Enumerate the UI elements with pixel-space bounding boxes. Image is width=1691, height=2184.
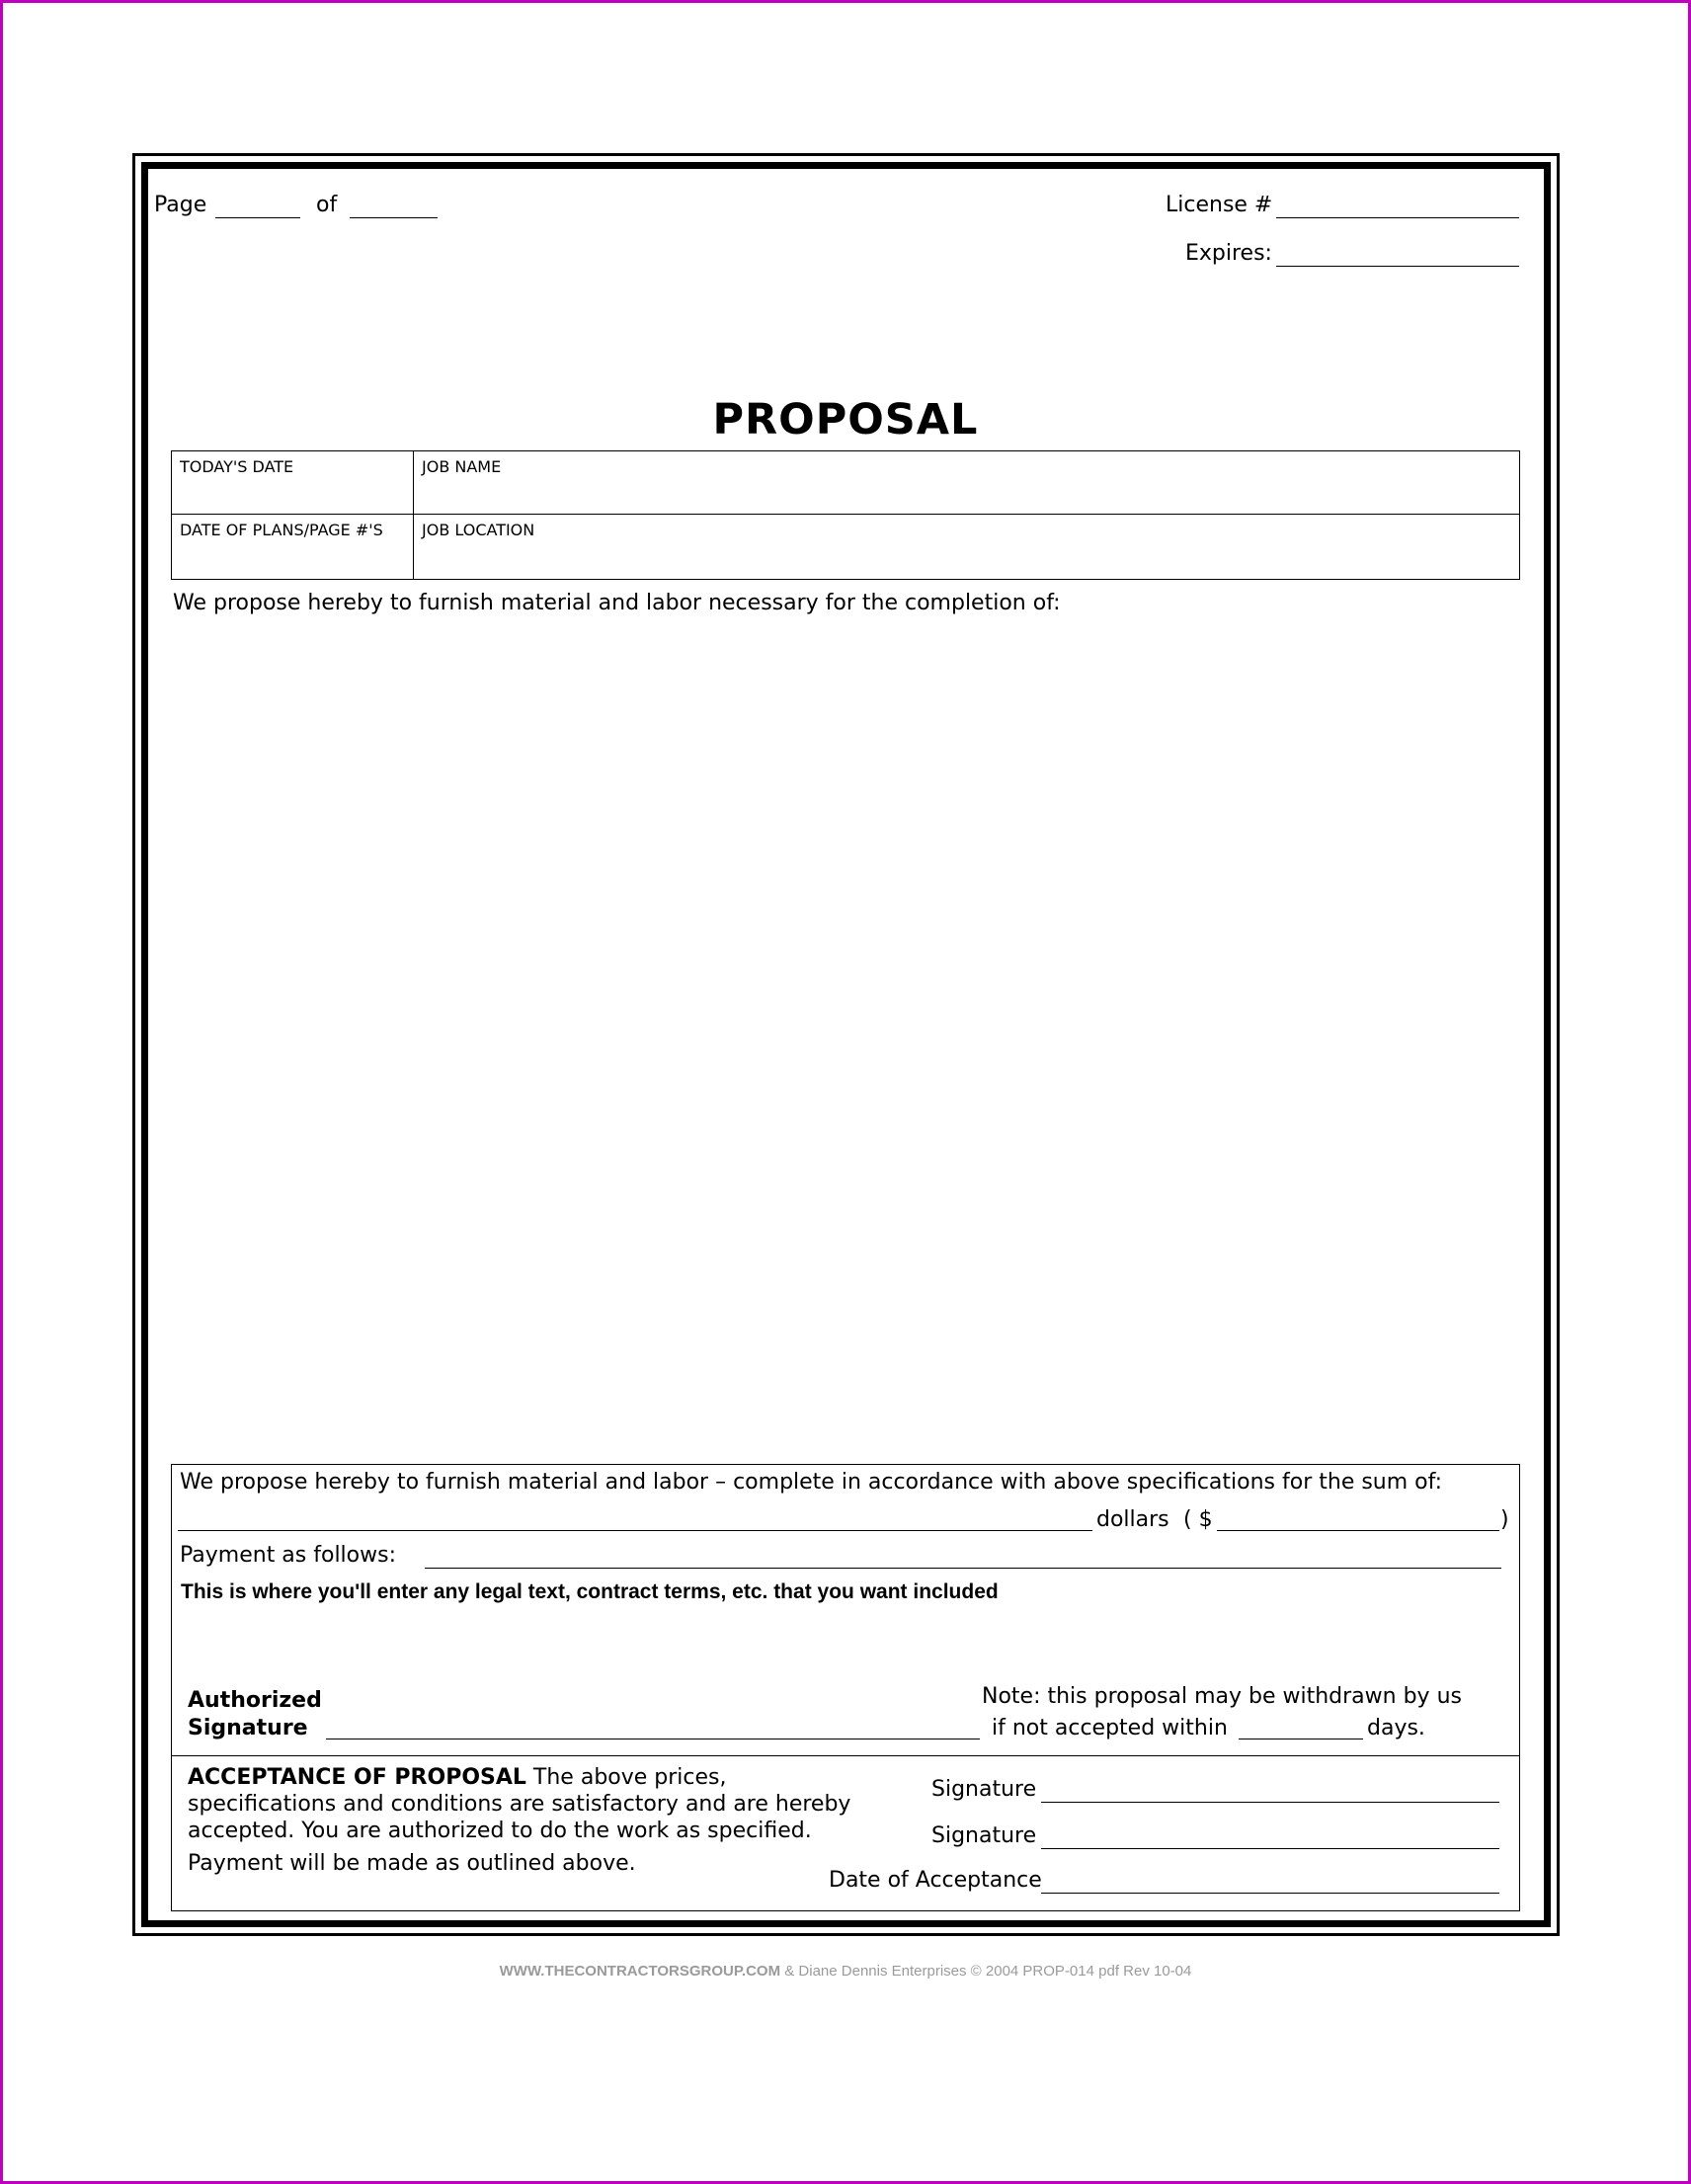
footer-copyright: & Diane Dennis Enterprises © 2004 PROP-014 pdf Rev 10-04 [784,1963,1192,1980]
work-description-area[interactable] [173,632,1518,1447]
acceptance-heading: ACCEPTANCE OF PROPOSAL [188,1765,526,1790]
job-info-table [171,450,1520,580]
dollars-amount-field[interactable] [1217,1530,1499,1531]
acceptance-line4: Payment will be made as outlined above. [188,1851,636,1876]
license-label: License # [1166,193,1273,217]
legal-text: This is where you'll enter any legal text, contract terms, etc. that you want included [181,1580,999,1603]
intro-text: We propose hereby to furnish material and labor necessary for the completion of: [173,591,1061,615]
expires-label: Expires: [1185,241,1272,266]
dollars-words-field[interactable] [178,1530,1092,1531]
note-line2-post: days. [1367,1716,1425,1740]
date-of-acceptance-field[interactable] [1041,1893,1499,1894]
todays-date-label: TODAY'S DATE [180,457,294,476]
page-number-field[interactable] [215,217,300,218]
signature1-field[interactable] [1041,1802,1499,1803]
page-title: PROPOSAL [712,395,979,445]
job-name-label: JOB NAME [422,457,502,476]
dollar-sign-label: ( $ [1183,1507,1213,1532]
page-total-field[interactable] [350,217,438,218]
job-location-label: JOB LOCATION [422,521,535,539]
license-field[interactable] [1276,217,1519,218]
acceptance-line2: specifications and conditions are satisfactory and are hereby [188,1792,851,1817]
acceptance-line3: accepted. You are authorized to do the work as specified. [188,1819,812,1843]
payment-label: Payment as follows: [180,1543,397,1568]
acceptance-line1: The above prices, [532,1765,727,1790]
of-label: of [316,193,338,217]
date-of-plans-label: DATE OF PLANS/PAGE #'S [180,521,383,539]
signature2-field[interactable] [1041,1848,1499,1849]
date-of-acceptance-label: Date of Acceptance [829,1868,1042,1893]
footer-url[interactable]: WWW.THECONTRACTORSGROUP.COM [499,1963,781,1980]
dollar-close-paren: ) [1500,1507,1509,1532]
authorized-label-line1: Authorized [188,1688,322,1713]
expires-field[interactable] [1276,266,1519,267]
note-line2-pre: if not accepted within [992,1716,1228,1740]
signature2-label: Signature [931,1823,1037,1848]
note-line1: Note: this proposal may be withdrawn by us [982,1684,1462,1709]
dollars-label: dollars [1096,1507,1169,1532]
footer [0,1963,1691,1980]
authorized-label-line2: Signature [188,1716,308,1740]
payment-terms-field[interactable] [425,1568,1501,1569]
page-label: Page [154,193,207,217]
signature1-label: Signature [931,1777,1037,1802]
sum-text: We propose hereby to furnish material and labor – complete in accordance with above specifications for the sum of: [180,1470,1443,1495]
